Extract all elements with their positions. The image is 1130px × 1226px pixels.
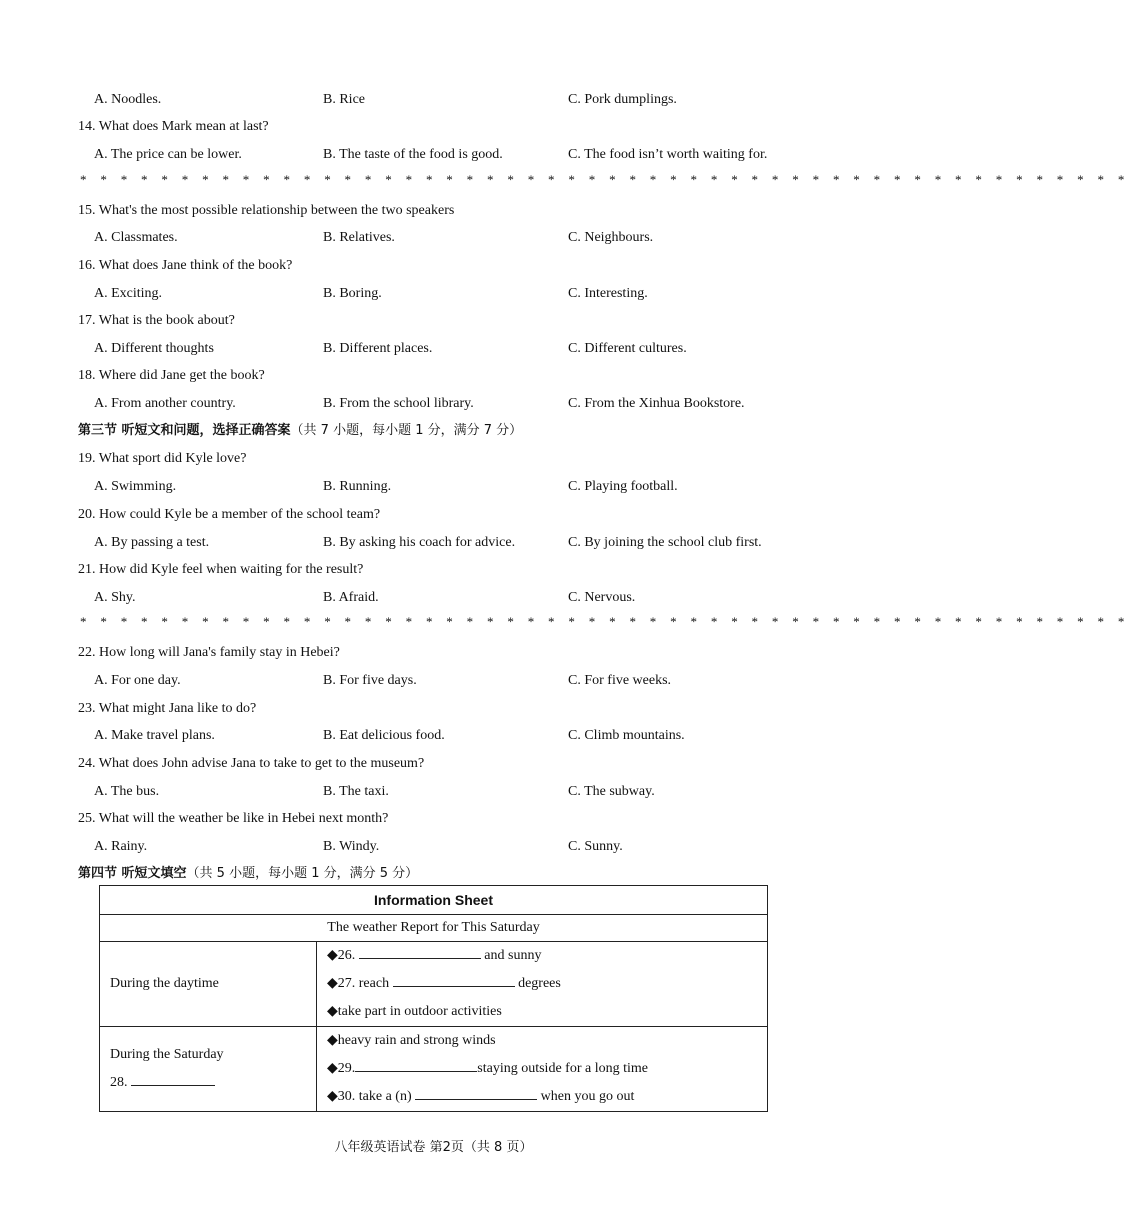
item-27-prefix: ◆27. reach [327,976,390,991]
q20-options [0,533,867,553]
item-30-prefix: ◆30. take a (n) [327,1089,412,1104]
q23-stem: 23. What might Jana like to do? [78,701,257,716]
q21-stem: 21. How did Kyle feel when waiting for the result? [78,562,364,577]
section4-title: 第四节 听短文填空 [78,866,187,881]
q18-options [0,394,867,414]
q16-options [0,284,867,304]
q17-option-a: A. Different thoughts [94,341,214,356]
q16-option-c: C. Interesting. [568,286,648,301]
q16-stem-row [0,256,867,276]
q19-option-c: C. Playing football. [568,479,678,494]
q19-stem-row [0,449,867,469]
sheet-subtitle: The weather Report for This Saturday [100,915,768,942]
q24-stem: 24. What does John advise Jana to take to get to the museum? [78,756,425,771]
q24-option-a: A. The bus. [94,784,160,799]
item-outdoor: ◆take part in outdoor activities [327,1004,502,1019]
q19-option-a: A. Swimming. [94,479,177,494]
row-saturday-items [317,1027,768,1112]
item-27-suffix: degrees [518,976,561,991]
q16-option-a: A. Exciting. [94,286,163,301]
q20-option-c: C. By joining the school club first. [568,535,762,550]
q23-option-b: B. Eat delicious food. [323,728,445,743]
q18-option-a: A. From another country. [94,396,236,411]
blank-27[interactable] [393,972,515,987]
q13-options [0,90,867,110]
q23-option-c: C. Climb mountains. [568,728,685,743]
page-footer: 八年级英语试卷 第2页（共 8 页） [334,1140,533,1155]
q23-options [0,726,867,746]
q21-options [0,588,867,608]
q14-options [0,145,867,165]
item-26-suffix: and sunny [484,948,542,963]
q14-option-b: B. The taste of the food is good. [323,147,503,162]
q24-option-c: C. The subway. [568,784,655,799]
q21-option-b: B. Afraid. [323,590,379,605]
q18-stem-row [0,366,867,386]
section4-note: （共 5 小题，每小题 1 分，满分 5 分） [186,866,419,881]
q21-stem-row [0,560,867,580]
q25-option-c: C. Sunny. [568,839,623,854]
q24-option-b: B. The taxi. [323,784,389,799]
q15-option-a: A. Classmates. [94,230,178,245]
q25-stem: 25. What will the weather be like in Hebei next month? [78,811,389,826]
q17-stem: 17. What is the book about? [78,313,235,328]
q20-option-a: A. By passing a test. [94,535,210,550]
q23-option-a: A. Make travel plans. [94,728,215,743]
q13-option-c: C. Pork dumplings. [568,92,677,107]
blank-29[interactable] [355,1057,477,1072]
q14-stem: 14. What does Mark mean at last? [78,119,269,134]
q25-stem-row [0,809,867,829]
section3-note: （共 7 小题，每小题 1 分，满分 7 分） [290,423,523,438]
q17-stem-row [0,311,867,331]
item-27 [327,970,757,998]
item-29 [327,1055,757,1083]
item-30 [327,1083,757,1111]
q18-stem: 18. Where did Jane get the book? [78,368,265,383]
q24-options [0,782,867,802]
q19-stem: 19. What sport did Kyle love? [78,451,247,466]
q15-stem: 15. What's the most possible relationship between the two speakers [78,203,455,218]
q22-option-b: B. For five days. [323,673,417,688]
q16-option-b: B. Boring. [323,286,382,301]
separator-stars-2: * * * * * * * * * * * * * * * * * * * * * * * * * * * * * * * * * * * * * * * * * * * * * * * * * * * * [80,614,1130,629]
item-28 [110,1069,306,1097]
item-30-suffix: when you go out [540,1089,635,1104]
row-saturday-label: During the Saturday [110,1047,224,1062]
q21-option-a: A. Shy. [94,590,136,605]
q25-options [0,837,867,857]
item-rain: ◆heavy rain and strong winds [327,1033,496,1048]
separator-stars-1: * * * * * * * * * * * * * * * * * * * * * * * * * * * * * * * * * * * * * * * * * * * * * * * * * * * * [80,172,1130,187]
q22-stem-row [0,643,867,663]
q25-option-a: A. Rainy. [94,839,148,854]
q20-stem: 20. How could Kyle be a member of the school team? [78,507,381,522]
q14-option-a: A. The price can be lower. [94,147,242,162]
section3-title: 第三节 听短文和问题，选择正确答案 [78,423,291,438]
q15-options [0,228,867,248]
q22-options [0,671,867,691]
section4-heading [78,864,418,884]
q14-option-c: C. The food isn’t worth waiting for. [568,147,768,162]
q17-option-c: C. Different cultures. [568,341,687,356]
row-daytime-label: During the daytime [100,942,317,1027]
q22-stem: 22. How long will Jana's family stay in Hebei? [78,645,340,660]
q22-option-a: A. For one day. [94,673,181,688]
q18-option-c: C. From the Xinhua Bookstore. [568,396,745,411]
item-26 [327,942,757,970]
sheet-title: Information Sheet [100,886,768,915]
q17-option-b: B. Different places. [323,341,433,356]
q20-stem-row [0,505,867,525]
blank-28[interactable] [131,1071,215,1086]
row-daytime-items [317,942,768,1027]
q15-option-c: C. Neighbours. [568,230,654,245]
q23-stem-row [0,699,867,719]
q13-option-b: B. Rice [323,92,365,107]
q15-option-b: B. Relatives. [323,230,395,245]
q21-option-c: C. Nervous. [568,590,636,605]
blank-30[interactable] [415,1085,537,1100]
row-saturday-label-cell [100,1027,317,1112]
q15-stem-row [0,201,867,221]
item-29-suffix: staying outside for a long time [477,1061,648,1076]
q16-stem: 16. What does Jane think of the book? [78,258,293,273]
section3-heading [78,421,522,441]
q24-stem-row [0,754,867,774]
q22-option-c: C. For five weeks. [568,673,672,688]
item-28-prefix: 28. [110,1075,128,1090]
q17-options [0,339,867,359]
q25-option-b: B. Windy. [323,839,380,854]
blank-26[interactable] [359,944,481,959]
information-sheet-table [99,885,768,1112]
q19-option-b: B. Running. [323,479,392,494]
item-29-prefix: ◆29. [327,1061,356,1076]
q18-option-b: B. From the school library. [323,396,474,411]
q14-stem-row [0,117,867,137]
q13-option-a: A. Noodles. [94,92,162,107]
item-26-prefix: ◆26. [327,948,356,963]
q19-options [0,477,867,497]
q20-option-b: B. By asking his coach for advice. [323,535,516,550]
